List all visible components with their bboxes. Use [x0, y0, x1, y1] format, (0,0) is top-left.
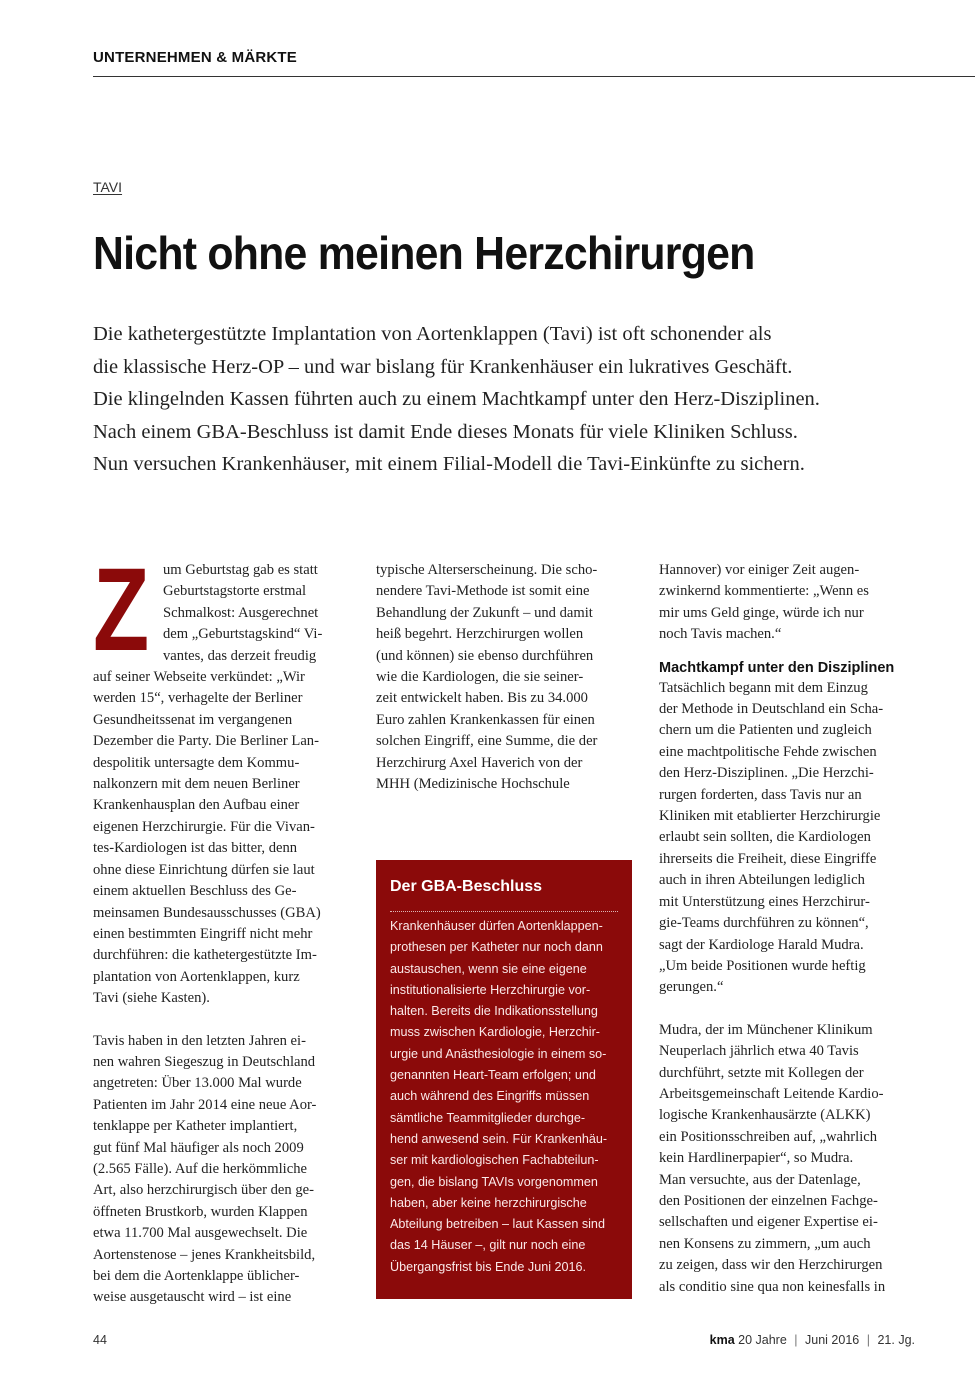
- text-line: Arbeitsgemeinschaft Leitende Kardio-: [659, 1085, 884, 1102]
- text-line: Nun versuchen Krankenhäuser, mit einem Filial-Modell die Tavi-Einkünfte zu sichern.: [93, 453, 805, 476]
- info-box-title: Der GBA-Beschluss: [390, 878, 543, 895]
- text-line: Abteilung betreiben – laut Kassen sind: [390, 1217, 605, 1232]
- text-line: sagt der Kardiologe Harald Mudra.: [659, 936, 864, 953]
- text-line: urgie und Anästhesiologie in einem so-: [390, 1046, 607, 1061]
- text-line: Behandlung der Zukunft – und damit: [376, 604, 593, 621]
- text-line: erlaubt sein sollten, die Kardiologen: [659, 829, 871, 846]
- text-line: Nach einem GBA-Beschluss ist damit Ende dieses Monats für viele Kliniken Schluss.: [93, 420, 798, 443]
- text-line: noch Tavis machen.“: [659, 626, 782, 643]
- text-line: plantation von Aortenklappen, kurz: [93, 968, 300, 985]
- text-line: rurgen forderten, dass Tavis nur an: [659, 786, 862, 803]
- text-line: Neuperlach jährlich etwa 40 Tavis: [659, 1043, 859, 1060]
- column1-paragraph-1: [93, 544, 350, 1010]
- text-line: (2.565 Fälle). Auf die herkömmliche: [93, 1160, 307, 1177]
- text-line: austauschen, wenn sie eine eigene: [390, 961, 587, 976]
- text-line: genannten Heart-Team erfolgen; und: [390, 1068, 596, 1083]
- column3-paragraph-1: [659, 560, 916, 646]
- text-line: „Um beide Positionen wurde heftig: [659, 957, 866, 974]
- text-line: dem „Geburtstagskind“ Vi-: [163, 626, 323, 643]
- text-line: Art, also herzchirurgisch über den ge-: [93, 1182, 314, 1199]
- text-line: MHH (Medizinische Hochschule: [376, 776, 570, 793]
- separator: |: [794, 1333, 798, 1347]
- text-line: eigenen Herzchirurgie. Für die Vivan-: [93, 818, 315, 835]
- text-line: nendere Tavi-Methode ist somit eine: [376, 583, 590, 600]
- text-line: den Herz-Disziplinen. „Die Herzchi-: [659, 765, 874, 782]
- text-line: solchen Eingriff, eine Summe, die der: [376, 733, 598, 750]
- text-line: sellschaften und eigener Expertise ei-: [659, 1214, 878, 1231]
- text-line: Übergangsfrist bis Ende Juni 2016.: [390, 1259, 587, 1274]
- text-line: eine machtpolitische Fehde zwischen: [659, 743, 877, 760]
- text-column-2: [376, 560, 632, 795]
- text-line: Tavis haben in den letzten Jahren ei-: [93, 1032, 306, 1049]
- text-line: tenklappe per Katheter implantiert,: [93, 1118, 298, 1135]
- text-line: Dezember die Party. Die Berliner Lan-: [93, 733, 319, 750]
- column3-subheading: Machtkampf unter den Disziplinen: [659, 659, 895, 676]
- text-line: kein Hardlinerpapier“, so Mudra.: [659, 1150, 854, 1167]
- text-line: sämtliche Teammitglieder durchge-: [390, 1110, 586, 1125]
- text-line: vantes, das derzeit freudig: [163, 647, 317, 664]
- text-line: zu zeigen, dass wir den Herzchirurgen: [659, 1257, 883, 1274]
- text-line: haben, aber keine herzchirurgische: [390, 1195, 587, 1210]
- text-column-1: [93, 544, 350, 1309]
- text-line: bei dem die Aortenklappe üblicher-: [93, 1268, 300, 1284]
- text-line: um Geburtstag gab es statt: [163, 562, 318, 578]
- column1-paragraph-2: [93, 1031, 350, 1309]
- text-line: muss zwischen Kardiologie, Herzchir-: [390, 1025, 600, 1040]
- text-line: tes-Kardiologen ist das bitter, denn: [93, 840, 298, 857]
- text-line: der Methode in Deutschland ein Scha-: [659, 701, 884, 718]
- info-box-body: [390, 916, 618, 1278]
- issue-volume: 21. Jg.: [877, 1333, 915, 1347]
- text-line: (und können) sie ebenso durchführen: [376, 647, 594, 664]
- text-line: ohne diese Einrichtung dürfen sie laut: [93, 861, 315, 878]
- text-line: heiß begehrt. Herzchirurgen wollen: [376, 626, 584, 643]
- text-line: Euro zahlen Krankenkassen für einen: [376, 711, 595, 728]
- text-column-3: [659, 560, 916, 1298]
- text-line: Herzchirurg Axel Haverich von der: [376, 754, 583, 771]
- text-line: meinsamen Bundesausschusses (GBA): [93, 904, 321, 921]
- text-line: Gesundheitssenat im vergangenen: [93, 711, 293, 728]
- text-line: einen bestimmten Eingriff nicht mehr: [93, 925, 313, 942]
- paragraph-gap: [93, 1010, 350, 1031]
- text-line: zwinkernd kommentierte: „Wenn es: [659, 583, 869, 600]
- text-line: die klassische Herz-OP – und war bislang für Krankenhäuser ein lukratives Geschäft.: [93, 355, 793, 378]
- text-line: ihrerseits die Freiheit, diese Eingriffe: [659, 850, 877, 867]
- issue-date: Juni 2016: [805, 1333, 860, 1347]
- text-line: Aortenstenose – jenes Krankheitsbild,: [93, 1246, 316, 1263]
- paragraph-gap: [659, 999, 916, 1020]
- article-kicker[interactable]: TAVI: [93, 179, 123, 195]
- text-line: gerungen.“: [659, 979, 724, 996]
- brand-logo: kma: [709, 1333, 735, 1347]
- page-number: 44: [93, 1333, 107, 1347]
- text-line: ser mit kardiologischen Fachabteilun-: [390, 1153, 599, 1168]
- text-line: Tavi (siehe Kasten).: [93, 990, 210, 1007]
- text-line: den Positionen der einzelnen Fachge-: [659, 1192, 878, 1209]
- text-line: nen wahren Siegeszug in Deutschland: [93, 1053, 316, 1070]
- info-box: [376, 860, 632, 1299]
- text-line: zeit entwickelt haben. Bis zu 34.000: [376, 690, 588, 707]
- text-line: Geburtstagstorte erstmal: [163, 583, 307, 600]
- article-lead: [93, 318, 933, 481]
- text-line: Krankenhäuser dürfen Aortenklappen-: [390, 919, 603, 933]
- text-line: Kliniken mit etablierter Herzchirurgie: [659, 808, 881, 825]
- text-line: weise ausgetauscht wird – ist eine: [93, 1289, 292, 1306]
- column3-paragraph-2: [659, 678, 916, 999]
- text-line: etwa 11.700 Mal ausgewechselt. Die: [93, 1225, 308, 1242]
- column3-paragraph-3: [659, 1020, 916, 1298]
- text-line: durchführt, setzte mit Kollegen der: [659, 1064, 864, 1081]
- text-line: typische Alterserscheinung. Die scho-: [376, 562, 598, 578]
- section-title: UNTERNEHMEN & MÄRKTE: [93, 49, 297, 66]
- text-line: Krankenhausplan den Aufbau einer: [93, 797, 300, 814]
- text-line: Mudra, der im Münchener Klinikum: [659, 1021, 873, 1038]
- text-line: ein Positionsschreiben auf, „wahrlich: [659, 1128, 878, 1145]
- text-line: Die klingelnden Kassen führten auch zu einem Machtkampf unter den Herz-Disziplinen.: [93, 388, 820, 411]
- text-line: als conditio sine qua non keinesfalls in: [659, 1278, 886, 1295]
- text-line: mit Unterstützung eines Herzchirur-: [659, 893, 870, 910]
- text-line: das 14 Häuser –, gilt nur noch eine: [390, 1238, 586, 1253]
- text-line: mir ums Geld ginge, würde ich nur: [659, 604, 864, 621]
- text-line: chern um die Patienten und zugleich: [659, 722, 872, 739]
- text-line: gut fünf Mal häufiger als noch 2009: [93, 1139, 304, 1156]
- text-line: halten. Bereits die Indikationsstellung: [390, 1004, 598, 1019]
- text-line: auf seiner Webseite verkündet: „Wir: [93, 669, 305, 686]
- text-line: gen, die bislang TAVIs vorgenommen: [390, 1174, 598, 1189]
- text-line: Schmalkost: Ausgerechnet: [163, 604, 319, 621]
- text-line: despolitik untersagte dem Kommu-: [93, 754, 300, 771]
- text-line: Hannover) vor einiger Zeit augen-: [659, 562, 860, 578]
- text-line: einem aktuellen Beschluss des Ge-: [93, 883, 297, 900]
- footer-meta: [710, 1333, 915, 1347]
- header-rule: [93, 76, 975, 77]
- text-line: wie die Kardiologen, die sie seiner-: [376, 669, 584, 686]
- text-line: logische Krankenhausärzte (ALKK): [659, 1107, 871, 1124]
- column2-paragraph-1: [376, 560, 632, 795]
- text-line: gie-Teams durchführen zu können“,: [659, 915, 869, 932]
- text-line: werden 15“, verhagelte der Berliner: [93, 690, 303, 707]
- text-line: Die kathetergestützte Implantation von Aortenklappen (Tavi) ist oft schonender als: [93, 323, 772, 345]
- text-line: nen Konsens zu zimmern, „um auch: [659, 1235, 871, 1252]
- article-headline: Nicht ohne meinen Herzchirurgen: [93, 227, 755, 279]
- text-line: auch während des Eingriffs müssen: [390, 1089, 590, 1104]
- text-line: institutionalisierte Herzchirurgie vor-: [390, 982, 591, 997]
- text-line: nalkonzern mit dem neuen Berliner: [93, 776, 300, 793]
- text-line: prothesen per Katheter nur noch dann: [390, 940, 603, 955]
- info-box-divider: [390, 911, 618, 912]
- separator: |: [866, 1333, 870, 1347]
- text-line: öffneten Brustkorb, wurden Klappen: [93, 1203, 308, 1220]
- issue-label: 20 Jahre: [738, 1333, 787, 1347]
- text-line: Patienten im Jahr 2014 eine neue Aor-: [93, 1096, 317, 1113]
- text-line: Man versuchte, aus der Datenlage,: [659, 1171, 861, 1188]
- text-line: Tatsächlich begann mit dem Einzug: [659, 679, 868, 696]
- text-line: hend anwesend sein. Für Krankenhäu-: [390, 1131, 608, 1146]
- dropcap-letter: Z: [93, 544, 150, 676]
- text-line: angetreten: Über 13.000 Mal wurde: [93, 1075, 302, 1092]
- text-line: durchführen: die kathetergestützte Im-: [93, 947, 317, 964]
- text-line: auch in ihren Abteilungen lediglich: [659, 872, 865, 889]
